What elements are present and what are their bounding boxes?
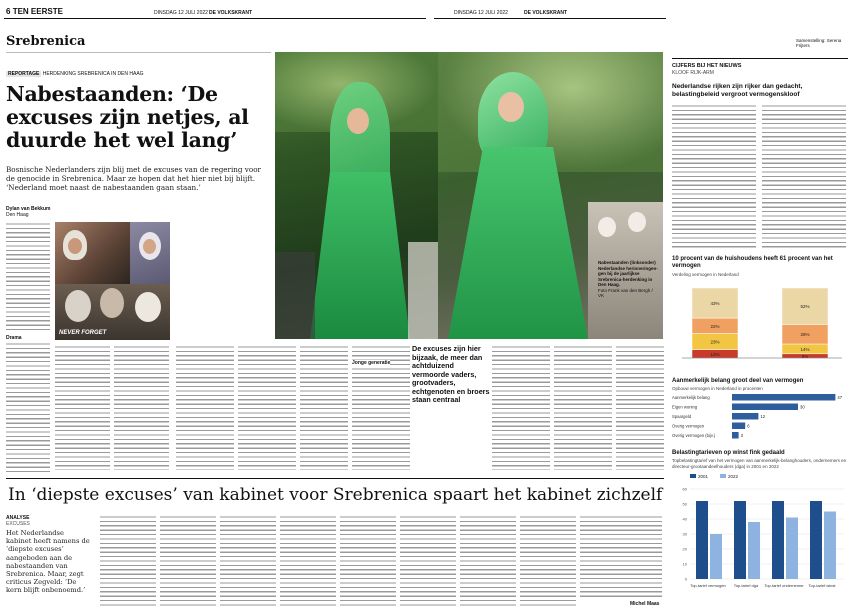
chart2-value-0: 47 (837, 395, 843, 400)
topic-title: Srebrenica (6, 34, 86, 49)
photo-caption: Nabestaanden (linksonder) Nederlandse herinneringen-gen bij de jaarlijkse Srebrenica-herdenking in Den Haag. Foto Frank van den Bergh / VK (598, 260, 658, 298)
header-date: DINSDAG 12 JULI 2022 (154, 10, 208, 16)
chart3-tick-3: 30 (682, 531, 687, 537)
never-forget-banner: NEVER FORGET (59, 330, 107, 336)
sidebar-col-1 (672, 104, 756, 250)
chart2-title: Aanmerkelijk belang groot deel van vermogen (672, 378, 804, 384)
analysis-col-6 (400, 515, 456, 607)
body-column-3 (114, 345, 169, 470)
chart2-bar-1 (732, 404, 798, 411)
chart3-cat-1: Top-tarief dga (733, 583, 759, 588)
chart3-bar-0-1 (710, 534, 722, 579)
chart3-title: Belastingtarieven op winst fink gedaald (672, 450, 785, 456)
article-tag: REPORTAGE HERDENKING SREBRENICA IN DEN HAAG (8, 71, 144, 77)
chart1-subtitle: Verdeling vermogen in Nederland (672, 272, 739, 277)
sidebar-col-2 (762, 104, 846, 250)
chart3-bar-2-0 (772, 501, 784, 579)
chart2-bar-3 (732, 423, 745, 430)
chart3-svg (672, 474, 848, 604)
chart1-value-0-3: 43% (710, 301, 720, 307)
chart3-bar-3-1 (824, 512, 836, 580)
chart2-value-3: 6 (747, 423, 750, 429)
chart2-label-0: Aanmerkelijk belang (672, 395, 710, 400)
headline: Nabestaanden: ‘De excuses zijn netjes, al duurde het wel lang’ (6, 82, 249, 152)
analysis-tag-sub: EXCUSES (6, 521, 30, 527)
bottom-headline: In ‘diepste excuses’ van kabinet voor Srebrenica spaart het kabinet zichzelf (8, 485, 663, 505)
analysis-col-5 (340, 515, 396, 607)
header-paper-right: DE VOLKSKRANT (524, 10, 568, 16)
analysis-col-8 (520, 515, 576, 607)
chart3-bar-3-0 (810, 501, 822, 579)
chart1-value-1-1: 14% (800, 346, 810, 352)
pull-quote: De excuses zijn hier bijzaak, de meer dan achtduizend vermoorde vaders, grootvaders, echtgenoten en broers staan centraal (412, 344, 490, 404)
chart2-value-1: 30 (800, 404, 805, 410)
chart3-legend-swatch-0 (690, 474, 696, 478)
sidebar-right (666, 0, 852, 611)
chart3-cat-3: Top-tarief winst (808, 583, 836, 588)
analysis-col-2 (160, 515, 216, 607)
chart3-legend-1: 2022 (728, 474, 739, 479)
chart3-legend-swatch-1 (720, 474, 726, 478)
chart3-subtitle: Topbelastingtarief van het vermogen van aanmerkelijk-belanghouders, ondernemers en directeur-grootaandeelhouders (dga) in 2001 en 2022 (672, 458, 847, 469)
chart2-label-1: Eigen woning (672, 404, 698, 410)
photo-women-1 (55, 222, 130, 284)
analysis-col-3 (220, 515, 276, 607)
intro: Bosnische Nederlanders zijn blij met de excuses van de regering voor de genocide in Srebrenica. Maar ze hopen dat het hier niet bij blijft. ‘Nederland moet naast de nabestaanden gaan staan.’ (6, 165, 261, 192)
body-column-6 (300, 345, 348, 470)
chart3-tick-0: 0 (684, 576, 687, 582)
chart3-bar-2-1 (786, 518, 798, 580)
chart2-value-4: 3 (740, 433, 743, 438)
city: Den Haag (6, 212, 29, 218)
analysis-col-4 (280, 515, 336, 607)
main-photo (275, 52, 438, 339)
body-column-2 (55, 345, 110, 470)
subhead-drama: Drama (6, 335, 22, 341)
chart2-label-4: Overig vermogen (bijv.) (672, 433, 716, 438)
body-column-5 (238, 345, 296, 470)
body-column-1b (6, 342, 50, 472)
sidebar-headline: Nederlandse rijken zijn rijker dan gedacht, belastingbeleid vergroot vermogenskloof (672, 83, 803, 98)
chart3-cat-2: Top-tarief ondernemer (764, 583, 804, 588)
page-section: 6 TEN EERSTE (6, 7, 63, 16)
analysis-col-1 (100, 515, 156, 607)
author: Dylan van Bekkum (6, 206, 51, 212)
chart3-tick-2: 20 (682, 546, 687, 552)
chart3-tick-1: 10 (682, 561, 687, 567)
chart2-label-3: Overig vermogen (672, 423, 705, 429)
kicker: CIJFERS BIJ HET NIEUWS (672, 63, 742, 69)
chart1-value-0-2: 22% (710, 323, 720, 329)
subhead-jonge-generatie: Jonge generatie (352, 360, 391, 366)
page-header-left (4, 6, 426, 19)
analysis-author: Michel Maas (630, 601, 660, 607)
chart3-tick-5: 50 (682, 501, 687, 507)
chart2-svg (672, 392, 848, 442)
chart2-bar-0 (732, 394, 835, 401)
chart3-cat-0: Top-tarief vermogen (690, 583, 726, 588)
body-column-8 (492, 345, 550, 470)
header-date-right: DINSDAG 12 JULI 2022 (454, 10, 508, 16)
body-column-4 (176, 345, 234, 470)
analysis-tag: ANALYSE (6, 515, 30, 521)
chart1-value-0-1: 23% (710, 339, 720, 345)
header-paper: DE VOLKSKRANT (209, 10, 253, 16)
body-column-9 (554, 345, 612, 470)
chart1-svg (672, 278, 848, 374)
kicker-sub: KLOOF RIJK-ARM (672, 70, 714, 76)
chart2-bar-2 (732, 413, 758, 420)
chart2-bar-4 (732, 432, 739, 439)
analysis-intro: Het Nederlandse kabinet heeft namens de ‘diepste excuses’ aangeboden aan de nabestaanden van Srebrenica. Maar, zegt criticus Zegveld: ‘De kern blijft onbenoemd.’ (6, 529, 90, 595)
chart2-subtitle: Opbouw vermogen in Nederland in procenten (672, 386, 763, 391)
chart1-value-1-0: 6% (801, 353, 809, 359)
chart3-tick-6: 60 (682, 486, 687, 492)
chart3-bar-1-0 (734, 501, 746, 579)
chart1-value-0-0: 12% (710, 351, 720, 357)
body-column-10 (616, 345, 664, 470)
chart1-value-1-3: 52% (800, 304, 810, 310)
chart3-legend-0: 2001 (698, 474, 709, 479)
chart2-value-2: 12 (760, 414, 766, 419)
chart2-label-2: Spaargeld (672, 414, 692, 419)
photo-women-2 (130, 222, 170, 284)
compiled-by: Samenstelling: Serena Frijters (796, 38, 842, 48)
analysis-col-9 (580, 515, 662, 599)
chart1-value-1-2: 28% (800, 332, 810, 338)
analysis-col-7 (460, 515, 516, 607)
chart3-tick-4: 40 (682, 516, 687, 522)
chart1-title: 10 procent van de huishoudens heeft 61 procent van het vermogen (672, 256, 833, 269)
photo-women-3 (55, 284, 170, 340)
body-column-1 (6, 222, 50, 332)
chart3-bar-1-1 (748, 522, 760, 579)
chart3-bar-0-0 (696, 501, 708, 579)
